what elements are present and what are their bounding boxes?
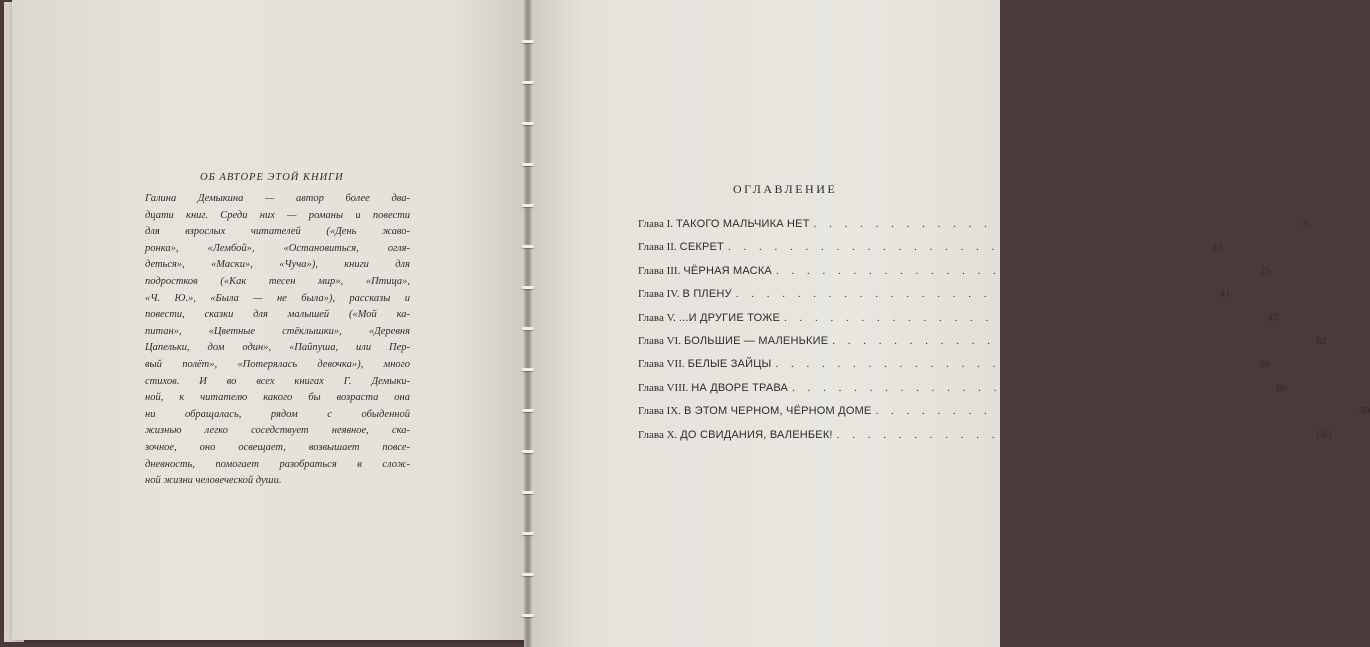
toc-chapter-title: СЕКРЕТ (679, 241, 724, 254)
toc-page-number: 5 (1302, 218, 1309, 230)
toc-leader-dots: . . . . . . . . . . . . . . . . . . . . . . . . . . . . . . . (832, 334, 1306, 347)
toc-chapter-number: Глава IX. (638, 405, 681, 418)
stitch-mark (522, 573, 534, 576)
toc-chapter-title: ДО СВИДАНИЯ, ВАЛЕНБЕК! (680, 428, 833, 441)
about-author-line: деться», «Маски», «Чуча»), книги для (145, 259, 410, 271)
stitch-mark (522, 163, 534, 166)
toc-entry (638, 311, 1279, 335)
toc-leader-dots: . . . . . . . . . . . . . . . . . . . . . . . . . . . . . . . (836, 428, 1310, 441)
stitch-mark (522, 368, 534, 371)
toc-leader-dots: . . . . . . . . . . . . . . . . . . . . . . . . . . . . . . . (735, 288, 1209, 301)
toc-page-number: 47 (1267, 311, 1279, 324)
toc-chapter-number: Глава VIII. (638, 381, 689, 394)
toc-page-number: 62 (1316, 334, 1328, 347)
table-of-contents (638, 218, 1370, 452)
toc-entry (638, 218, 1309, 241)
toc-chapter-number: Глава V. (638, 311, 676, 324)
about-author-line: стихов. И во всех книгах Г. Демыки- (145, 375, 410, 387)
stitch-mark (522, 532, 534, 535)
toc-entry (638, 334, 1328, 358)
about-author-line: Галина Демыкина — автор более два- (145, 193, 410, 204)
about-author-line: зочное, оно освещает, возвышает повсе- (145, 441, 410, 453)
toc-chapter-number: Глава III. (638, 264, 681, 277)
about-author-text (145, 191, 410, 490)
about-author-line: питан», «Цветные стёклышки», «Деревня (145, 325, 410, 337)
stitch-mark (522, 40, 534, 43)
toc-entry (638, 264, 1271, 288)
book-spine (524, 0, 532, 647)
about-author-line: дневность, помогает разобраться в слож- (145, 458, 410, 470)
toc-leader-dots: . . . . . . . . . . . . . . . . . . . . . . . . . . . . . . . (792, 381, 1265, 394)
stitch-mark (522, 409, 534, 412)
toc-title: ОГЛАВЛЕНИЕ (733, 182, 838, 196)
about-author-line: подростков («Как тесен мир», «Птица», (145, 275, 410, 287)
toc-leader-dots: . . . . . . . . . . . . . . . . . . . . . . . . . . . . . . . (784, 311, 1257, 324)
toc-page-number: 103 (1314, 428, 1332, 441)
toc-leader-dots: . . . . . . . . . . . . . . . . . . . . . . . . . . . . . . . (727, 241, 1201, 254)
toc-leader-dots: . . . . . . . . . . . . . . . . . . . . . . . . . . . . . . . (775, 358, 1249, 371)
toc-chapter-number: Глава II. (638, 241, 677, 254)
toc-page-number: 90 (1359, 405, 1370, 418)
about-author-line: «Ч. Ю.», «Была — не была»), рассказы и (145, 292, 410, 304)
stitch-mark (522, 204, 534, 207)
about-author-line: ни обращалась, рядом с обыденной (145, 408, 410, 420)
about-author-line: ронка», «Лембой», «Остановиться, огля- (145, 242, 410, 254)
toc-entry (638, 358, 1271, 381)
about-author-line: для взрослых читателей («День жаво- (145, 226, 410, 238)
stitch-mark (522, 614, 534, 617)
toc-chapter-title: ЧЁРНАЯ МАСКА (683, 264, 772, 277)
about-author-title: ОБ АВТОРЕ ЭТОЙ КНИГИ (200, 172, 344, 183)
toc-chapter-title: В ПЛЕНУ (682, 288, 732, 301)
about-author-line: ной жизни человеческой души. (145, 475, 282, 487)
about-author-line: дцати книг. Среди них — романы и повести (145, 209, 410, 221)
toc-entry (638, 381, 1287, 405)
toc-chapter-title: НА ДВОРЕ ТРАВА (691, 381, 789, 394)
toc-chapter-title: ТАКОГО МАЛЬЧИКА НЕТ (676, 218, 810, 230)
about-author-line: вый полёт», «Потерялась девочка»), много (145, 358, 410, 370)
toc-chapter-title: БОЛЬШИЕ — МАЛЕНЬКИЕ (683, 334, 829, 347)
toc-page-number: 68 (1259, 358, 1271, 371)
toc-chapter-title: БЕЛЫЕ ЗАЙЦЫ (687, 358, 772, 371)
toc-chapter-title: В ЭТОМ ЧЕРНОМ, ЧЁРНОМ ДОМЕ (683, 405, 872, 418)
toc-page-number: 41 (1219, 288, 1231, 301)
toc-chapter-number: Глава VI. (638, 334, 681, 347)
toc-entry (638, 405, 1370, 428)
toc-entry (638, 288, 1231, 311)
toc-chapter-number: Глава VII. (638, 358, 685, 371)
toc-leader-dots: . . . . . . . . . . . . . . . . . . . . . . . . . . . . . . . (813, 218, 1287, 230)
stitch-mark (522, 245, 534, 248)
toc-entry (638, 428, 1332, 452)
toc-chapter-number: Глава IV. (638, 288, 680, 301)
stitch-mark (522, 327, 534, 330)
toc-chapter-title: ...И ДРУГИЕ ТОЖЕ (678, 311, 781, 324)
toc-entry (638, 241, 1223, 264)
stitch-mark (522, 122, 534, 125)
toc-page-number: 13 (1211, 241, 1223, 254)
about-author-line: повести, сказки для малышей («Мой ка- (145, 309, 410, 321)
stitch-mark (522, 81, 534, 84)
toc-chapter-number: Глава I. (638, 218, 673, 230)
stitch-mark (522, 491, 534, 494)
toc-leader-dots: . . . . . . . . . . . . . . . . . . . . . . . . . . . . . . . (775, 264, 1249, 277)
about-author-line: Цапельки, дом один», «Пайпуша, или Пер- (145, 342, 410, 354)
stitch-mark (522, 286, 534, 289)
toc-chapter-number: Глава X. (638, 428, 678, 441)
about-author-line: жизнью легко соседствует неявное, ска- (145, 425, 410, 437)
about-author-line: ной, к читателю какого бы возраста она (145, 392, 410, 404)
toc-page-number: 80 (1275, 381, 1287, 394)
toc-page-number: 25 (1259, 264, 1271, 277)
toc-leader-dots: . . . . . . . . . . . . . . . . . . . . . . . . . . . . . . . (875, 405, 1349, 418)
stitch-mark (522, 450, 534, 453)
